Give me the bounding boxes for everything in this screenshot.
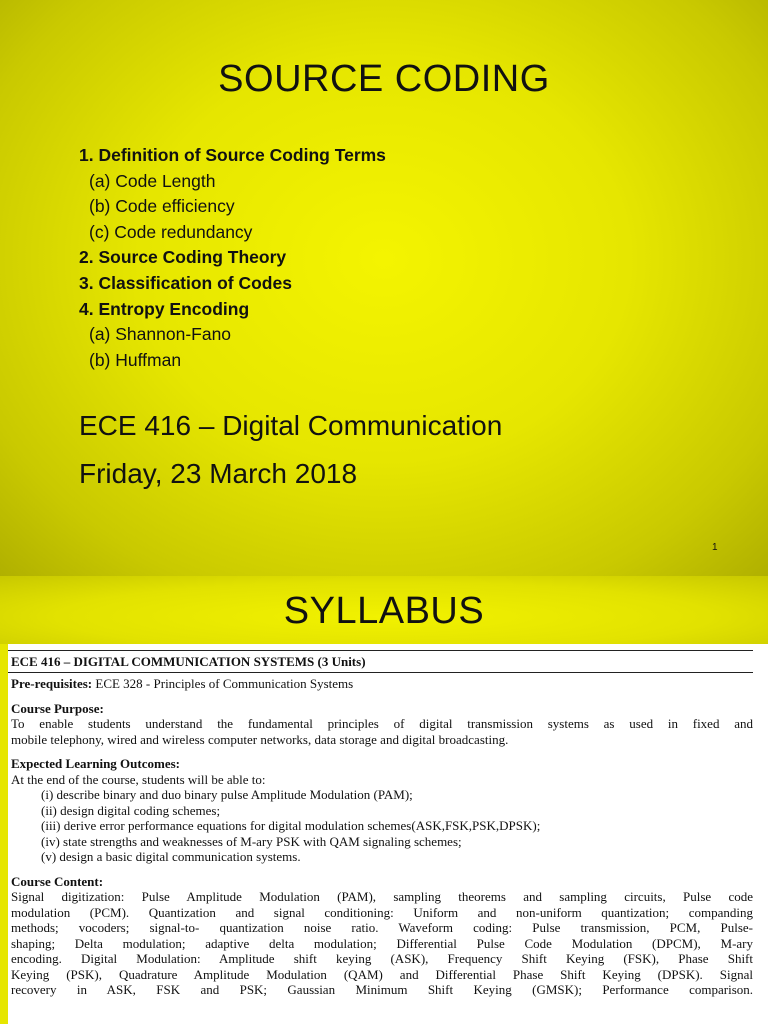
outcomes-list bbox=[11, 787, 753, 865]
prerequisites-label: Pre-requisites: bbox=[11, 676, 93, 691]
outcome-item: (iv) state strengths and weaknesses of M-ary PSK with QAM signaling schemes; bbox=[41, 833, 462, 849]
outcome-item: (iii) derive error performance equations for digital modulation schemes(ASK,FSK,PSK,DPSK); bbox=[41, 818, 541, 833]
prerequisites-value: ECE 328 - Principles of Communication Systems bbox=[92, 676, 354, 691]
document-header: ECE 416 – DIGITAL COMMUNICATION SYSTEMS (3 Units) bbox=[8, 650, 753, 673]
syllabus-document bbox=[8, 644, 768, 1024]
outcome-item: (v) design a basic digital communication systems. bbox=[41, 849, 301, 864]
content-line: methods; vocoders; signal-to- quantization noise ratio. Waveform coding: Pulse transmission, PCM, Pulse- bbox=[11, 920, 753, 935]
lecture-date: Friday, 23 March 2018 bbox=[79, 458, 358, 489]
topic-outline bbox=[79, 143, 386, 373]
content-line: encoding. Digital Modulation: Amplitude shift keying (ASK), Frequency Shift Keying (FSK), Phase Shift bbox=[11, 951, 753, 966]
purpose-line: mobile telephony, wired and wireless computer networks, data storage and digital broadcasting. bbox=[11, 731, 509, 747]
content-line: recovery in ASK, FSK and PSK; Gaussian Minimum Shift Keying (GMSK); Performance comparison. bbox=[11, 982, 753, 997]
page-number: 1 bbox=[712, 542, 718, 553]
outline-item: 3. Classification of Codes bbox=[79, 272, 292, 293]
content-label: Course Content: bbox=[11, 873, 104, 889]
slide-syllabus bbox=[0, 576, 768, 1024]
content-line: Signal digitization: Pulse Amplitude Modulation (PAM), sampling theorems and sampling circuits, Pulse code bbox=[11, 889, 753, 904]
document-body bbox=[11, 676, 753, 998]
content-line: Keying (PSK), Quadrature Amplitude Modulation (QAM) and Differential Phase Shift Keying (DPSK). Signal bbox=[11, 966, 753, 982]
outline-item: (c) Code redundancy bbox=[89, 221, 253, 242]
outline-item: (a) Code Length bbox=[89, 170, 216, 191]
content-line: shaping; Delta modulation; adaptive delta modulation; Differential Pulse Code Modulation (DPCM), M-ary bbox=[11, 935, 753, 951]
course-name: ECE 416 – Digital Communication bbox=[79, 410, 503, 441]
outcomes-intro: At the end of the course, students will be able to: bbox=[11, 771, 266, 787]
outline-item: (b) Huffman bbox=[89, 349, 182, 370]
slide-title: SOURCE CODING bbox=[218, 58, 550, 100]
outline-item: 2. Source Coding Theory bbox=[79, 247, 287, 268]
outcomes-label: Expected Learning Outcomes: bbox=[11, 756, 180, 771]
purpose-line: To enable students understand the fundamental principles of digital transmission systems as used in fixed and bbox=[11, 716, 753, 731]
outline-item: 4. Entropy Encoding bbox=[79, 298, 250, 319]
outcome-item: (ii) design digital coding schemes; bbox=[41, 802, 221, 818]
outline-item: (a) Shannon-Fano bbox=[89, 324, 232, 345]
slide-title: SYLLABUS bbox=[283, 590, 485, 632]
outline-item: 1. Definition of Source Coding Terms bbox=[79, 145, 386, 165]
outline-item: (b) Code efficiency bbox=[89, 196, 235, 217]
outcome-item: (i) describe binary and duo binary pulse Amplitude Modulation (PAM); bbox=[41, 787, 413, 802]
content-line: modulation (PCM). Quantization and signal conditioning: Uniform and non-uniform quantization; companding bbox=[11, 904, 753, 920]
purpose-label: Course Purpose: bbox=[11, 700, 104, 716]
prerequisites-line bbox=[11, 676, 753, 692]
